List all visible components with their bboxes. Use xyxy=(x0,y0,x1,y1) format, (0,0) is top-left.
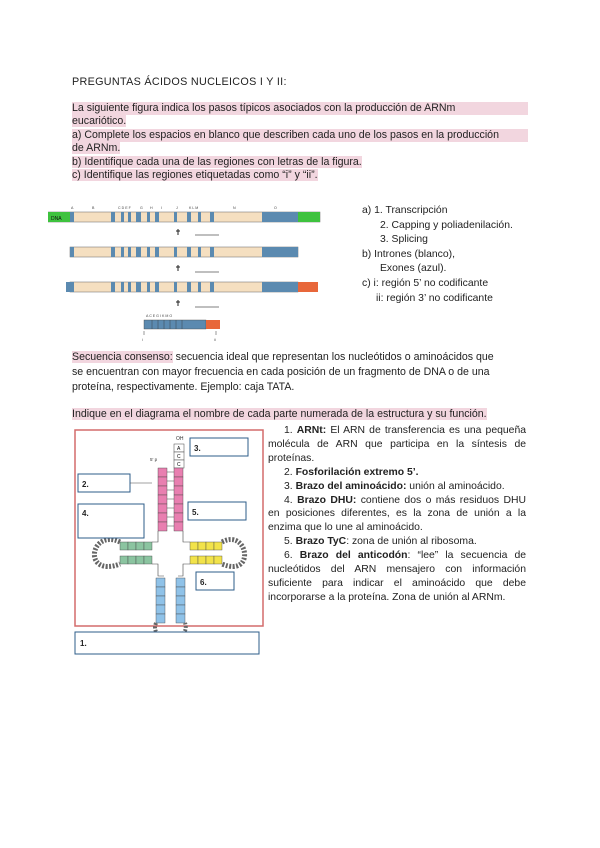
answer-5: 5. Brazo TyC: zona de unión al ribosoma. xyxy=(284,536,477,548)
region-letter: C D E F xyxy=(118,206,131,210)
acceptor-c1: C xyxy=(177,454,181,460)
trna-answers xyxy=(268,424,526,605)
dna-row xyxy=(48,206,320,222)
pre-mrna-row xyxy=(70,247,298,257)
region-letter: O xyxy=(274,206,277,210)
dna-label: DNA xyxy=(51,216,62,222)
consensus-definition xyxy=(72,350,528,395)
label-4: 4. xyxy=(82,509,89,518)
answer-3: 3. Brazo del aminoácido: unión al aminoácido. xyxy=(284,480,505,492)
question-a-line-2: de ARNm. xyxy=(72,142,121,155)
mature-letters: A C E G I K M O xyxy=(146,314,173,318)
answer-2: 2. Fosforilación extremo 5’. xyxy=(284,466,419,478)
question-b: b) Identifique cada una de las regiones con letras de la figura. xyxy=(72,155,362,168)
label-box-1[interactable] xyxy=(75,632,259,654)
consensus-text-1: secuencia ideal que representan los nucleótidos o aminoácidos que xyxy=(172,351,494,363)
label-3: 3. xyxy=(194,444,201,453)
acceptor-c2: C xyxy=(177,462,181,468)
answer-6: 6. Brazo del anticodón: “lee” la secuencia de nucleótidos del ARN mensajero con información suficiente para indicar el aminoácido que debe incorporarse a la proteína. Zona de unión al ARNm. xyxy=(268,550,527,603)
acceptor-a: A xyxy=(177,446,181,452)
page-title: PREGUNTAS ÁCIDOS NUCLEICOS I Y II: xyxy=(72,76,287,88)
label-6: 6. xyxy=(200,578,207,587)
region-letter: G xyxy=(140,206,143,210)
answer-c-1: c) i: región 5’ no codificante xyxy=(362,277,489,289)
region-letter: J xyxy=(176,206,178,210)
oh-label: OH xyxy=(176,436,184,442)
label-2: 2. xyxy=(82,480,89,489)
region-ii-label: ii xyxy=(214,338,216,342)
label-1: 1. xyxy=(80,639,87,648)
answer-4: 4. Brazo DHU: contiene dos o más residuos DHU en posiciones diferentes, es la zona de unión a la enzima que lo une al aminoácido. xyxy=(268,494,526,534)
figure1-answers xyxy=(362,204,513,306)
consensus-text-2: se encuentran con mayor frecuencia en cada posición de un fragmento de DNA o de una xyxy=(72,366,490,378)
answer-a-3: 3. Splicing xyxy=(380,234,428,246)
diagram-prompt: Indique en el diagrama el nombre de cada parte numerada de la estructura y su función. xyxy=(72,408,487,420)
region-letter: H xyxy=(150,206,153,210)
answer-c-2: ii: región 3’ no codificante xyxy=(376,292,493,304)
mrna-processing-figure xyxy=(48,202,348,342)
intro-question xyxy=(72,102,528,182)
mature-mrna-row xyxy=(142,314,220,342)
region-letter: K L M xyxy=(189,206,199,210)
label-5: 5. xyxy=(192,508,199,517)
answer-a-2: 2. Capping y poliadenilación. xyxy=(380,219,513,231)
answer-b-2: Exones (azul). xyxy=(380,263,447,275)
trna-diagram xyxy=(72,428,266,656)
five-prime-label: 5' p xyxy=(150,457,158,462)
region-letter: A xyxy=(71,206,74,210)
capped-mrna-row xyxy=(66,282,318,292)
region-i-label: i xyxy=(142,338,143,342)
consensus-text-3: proteína, respectivamente. Ejemplo: caja TATA. xyxy=(72,381,295,393)
region-letter: N xyxy=(233,206,236,210)
answer-a-1: a) 1. Transcripción xyxy=(362,205,448,216)
question-c: c) Identifique las regiones etiquetadas como “i” y “ii”. xyxy=(72,169,318,182)
question-a-line-1: a) Complete los espacios en blanco que describen cada uno de los pasos en la producción xyxy=(72,129,528,142)
region-letter: B xyxy=(92,206,95,210)
answer-1: 1. ARNt: El ARN de transferencia es una pequeña molécula de ARN que participa en la síntesis de proteínas. xyxy=(268,425,527,464)
region-letter: I xyxy=(161,206,162,210)
answer-b-1: b) Intrones (blanco), xyxy=(362,248,455,260)
intro-line-2: eucariótico. xyxy=(72,115,127,128)
consensus-term: Secuencia consenso: xyxy=(72,351,173,363)
intro-line-1: La siguiente figura indica los pasos típicos asociados con la producción de ARNm xyxy=(72,102,528,115)
